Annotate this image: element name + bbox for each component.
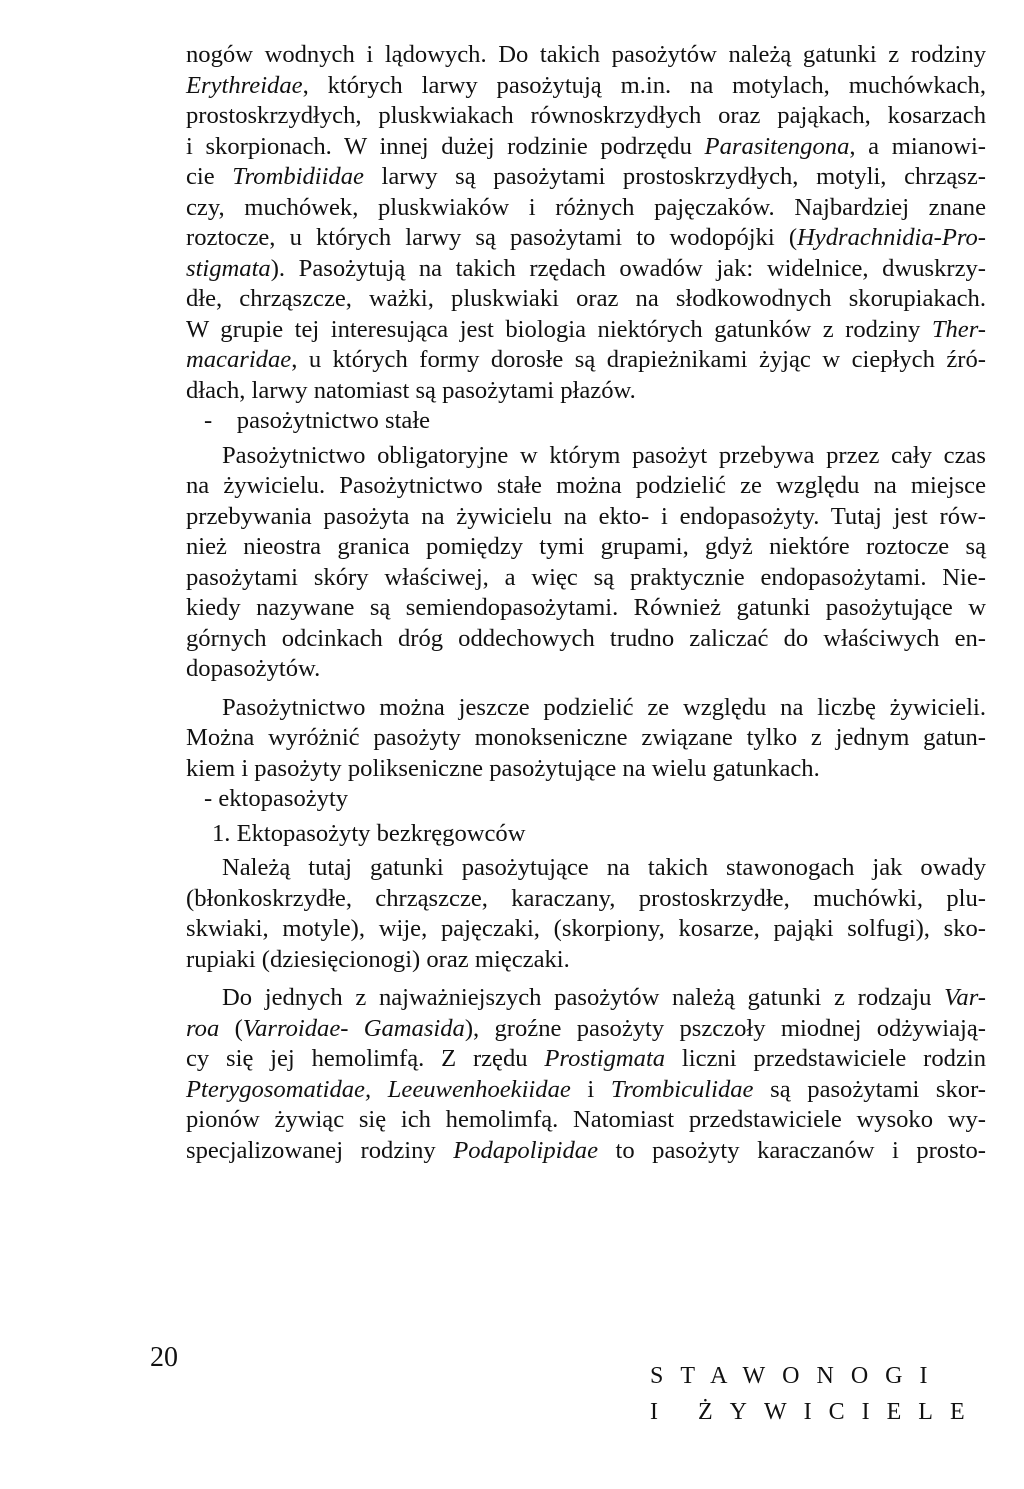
paragraph-1 [186, 40, 986, 406]
running-title [650, 1358, 982, 1430]
text-line: specjalizowanej rodziny Podapolipidae to pasożyty karaczanów i prosto- [186, 1136, 986, 1164]
text-line: Pasożytnictwo można jeszcze podzielić ze względu na liczbę żywicieli. [222, 693, 986, 721]
paragraph-4 [186, 853, 986, 975]
taxon-name: Podapolipidae [453, 1136, 599, 1164]
page-number: 20 [150, 1342, 178, 1373]
section-heading: 1. Ektopasożyty bezkręgowców [212, 819, 526, 847]
text-line: prostoskrzydłych, pluskwiakach równoskrzydłych oraz pająkach, kosarzach [186, 102, 986, 129]
text-line: (błonkoskrzydłe, chrząszcze, karaczany, prostoskrzydłe, muchówki, plu- [186, 884, 986, 912]
text-line: W grupie tej interesująca jest biologia niektórych gatunków z rodziny Ther- [186, 315, 986, 343]
text-line: kiedy nazywane są semiendopasożytami. Również gatunki pasożytujące w [186, 594, 986, 621]
text-line: dopasożytów. [186, 655, 321, 682]
heading-permanent-parasitism [186, 406, 986, 437]
text-line: Pterygosomatidae, Leeuwenhoekiidae i Trombiculidae są pasożytami skor- [186, 1075, 986, 1103]
section-heading: - pasożytnictwo stałe [204, 407, 431, 434]
taxon-name: Pterygosomatidae, Leeuwenhoekiidae [186, 1075, 571, 1103]
paragraph-5 [186, 983, 986, 1166]
text-line: Można wyróżnić pasożyty monokseniczne związane tylko z jednym gatun- [186, 724, 986, 751]
text-line: przebywania pasożyta na żywicielu na ekto- i endopasożyty. Tutaj jest rów- [186, 502, 986, 530]
text-line: czy, muchówek, pluskwiaków i różnych pajęczaków. Najbardziej znane [186, 193, 986, 221]
running-title-line-1: STAWONOGI [650, 1363, 945, 1389]
heading-invertebrate-ectoparasites [186, 819, 986, 850]
taxon-name: Ther- [931, 315, 986, 343]
taxon-name: Erythreidae [186, 71, 303, 99]
taxon-name: Trombiculidae [610, 1075, 754, 1103]
taxon-name: roa [186, 1014, 220, 1042]
text-line: kiem i pasożyty polikseniczne pasożytujące na wielu gatunkach. [186, 754, 820, 782]
text-line: pasożytami skóry właściwej, a więc są praktycznie endopasożytami. Nie- [186, 563, 986, 591]
text-line: macaridae, u których formy dorosłe są drapieżnikami żyjąc w ciepłych źró- [186, 346, 986, 373]
heading-ectoparasites [186, 784, 986, 815]
text-line: Do jednych z najważniejszych pasożytów należą gatunki z rodzaju Var- [222, 984, 986, 1011]
running-title-line-2: I ŻYWICIELE [650, 1399, 982, 1425]
text-line: i skorpionach. W innej dużej rodzinie podrzędu Parasitengona, a mianowi- [186, 132, 986, 160]
text-line: roa (Varroidae- Gamasida), groźne pasożyty pszczoły miodnej odżywiają- [186, 1014, 986, 1042]
taxon-name: stigmata [186, 254, 271, 282]
text-line: Należą tutaj gatunki pasożytujące na takich stawonogach jak owady [222, 854, 986, 881]
paragraph-3 [186, 693, 986, 785]
text-line: na żywicielu. Pasożytnictwo stałe można podzielić ze względu na miejsce [186, 472, 986, 499]
body-text [186, 40, 986, 1166]
text-line: nież nieostra granica pomiędzy tymi grupami, gdyż niektóre roztocze są [186, 533, 986, 560]
section-heading: - ektopasożyty [204, 785, 349, 812]
text-line: rupiaki (dziesięcionogi) oraz mięczaki. [186, 945, 570, 973]
taxon-name: Hydrachnidia-Pro- [797, 224, 986, 251]
taxon-name: Varroidae- Gamasida [242, 1014, 465, 1042]
taxon-name: Parasitengona [704, 132, 850, 160]
text-line: cie Trombidiidae larwy są pasożytami prostoskrzydłych, motyli, chrząsz- [186, 163, 986, 190]
text-line: pionów żywiąc się ich hemolimfą. Natomiast przedstawiciele wysoko wy- [186, 1106, 986, 1133]
text-line: górnych odcinkach dróg oddechowych trudno zaliczać do właściwych en- [186, 624, 986, 652]
taxon-name: macaridae [186, 346, 292, 373]
text-line: nogów wodnych i lądowych. Do takich pasożytów należą gatunki z rodziny [186, 41, 986, 68]
text-line: stigmata). Pasożytują na takich rzędach owadów jak: widelnice, dwuskrzy- [186, 254, 986, 282]
text-line: dłach, larwy natomiast są pasożytami płazów. [186, 376, 636, 404]
text-line: dłe, chrząszcze, ważki, pluskwiaki oraz na słodkowodnych skorupiakach. [186, 285, 986, 312]
text-line: Pasożytnictwo obligatoryjne w którym pasożyt przebywa przez cały czas [222, 441, 986, 469]
text-line: Erythreidae, których larwy pasożytują m.in. na motylach, muchówkach, [186, 71, 986, 99]
text-line: skwiaki, motyle), wije, pajęczaki, (skorpiony, kosarze, pająki solfugi), sko- [186, 915, 986, 942]
taxon-name: Prostigmata [544, 1045, 666, 1072]
text-line: cy się jej hemolimfą. Z rzędu Prostigmata liczni przedstawiciele rodzin [186, 1045, 986, 1072]
taxon-name: Trombidiidae [232, 163, 364, 190]
taxon-name: Var- [944, 984, 986, 1011]
text-line: roztocze, u których larwy są pasożytami to wodopójki (Hydrachnidia-Pro- [186, 224, 986, 251]
paragraph-2 [186, 441, 986, 685]
